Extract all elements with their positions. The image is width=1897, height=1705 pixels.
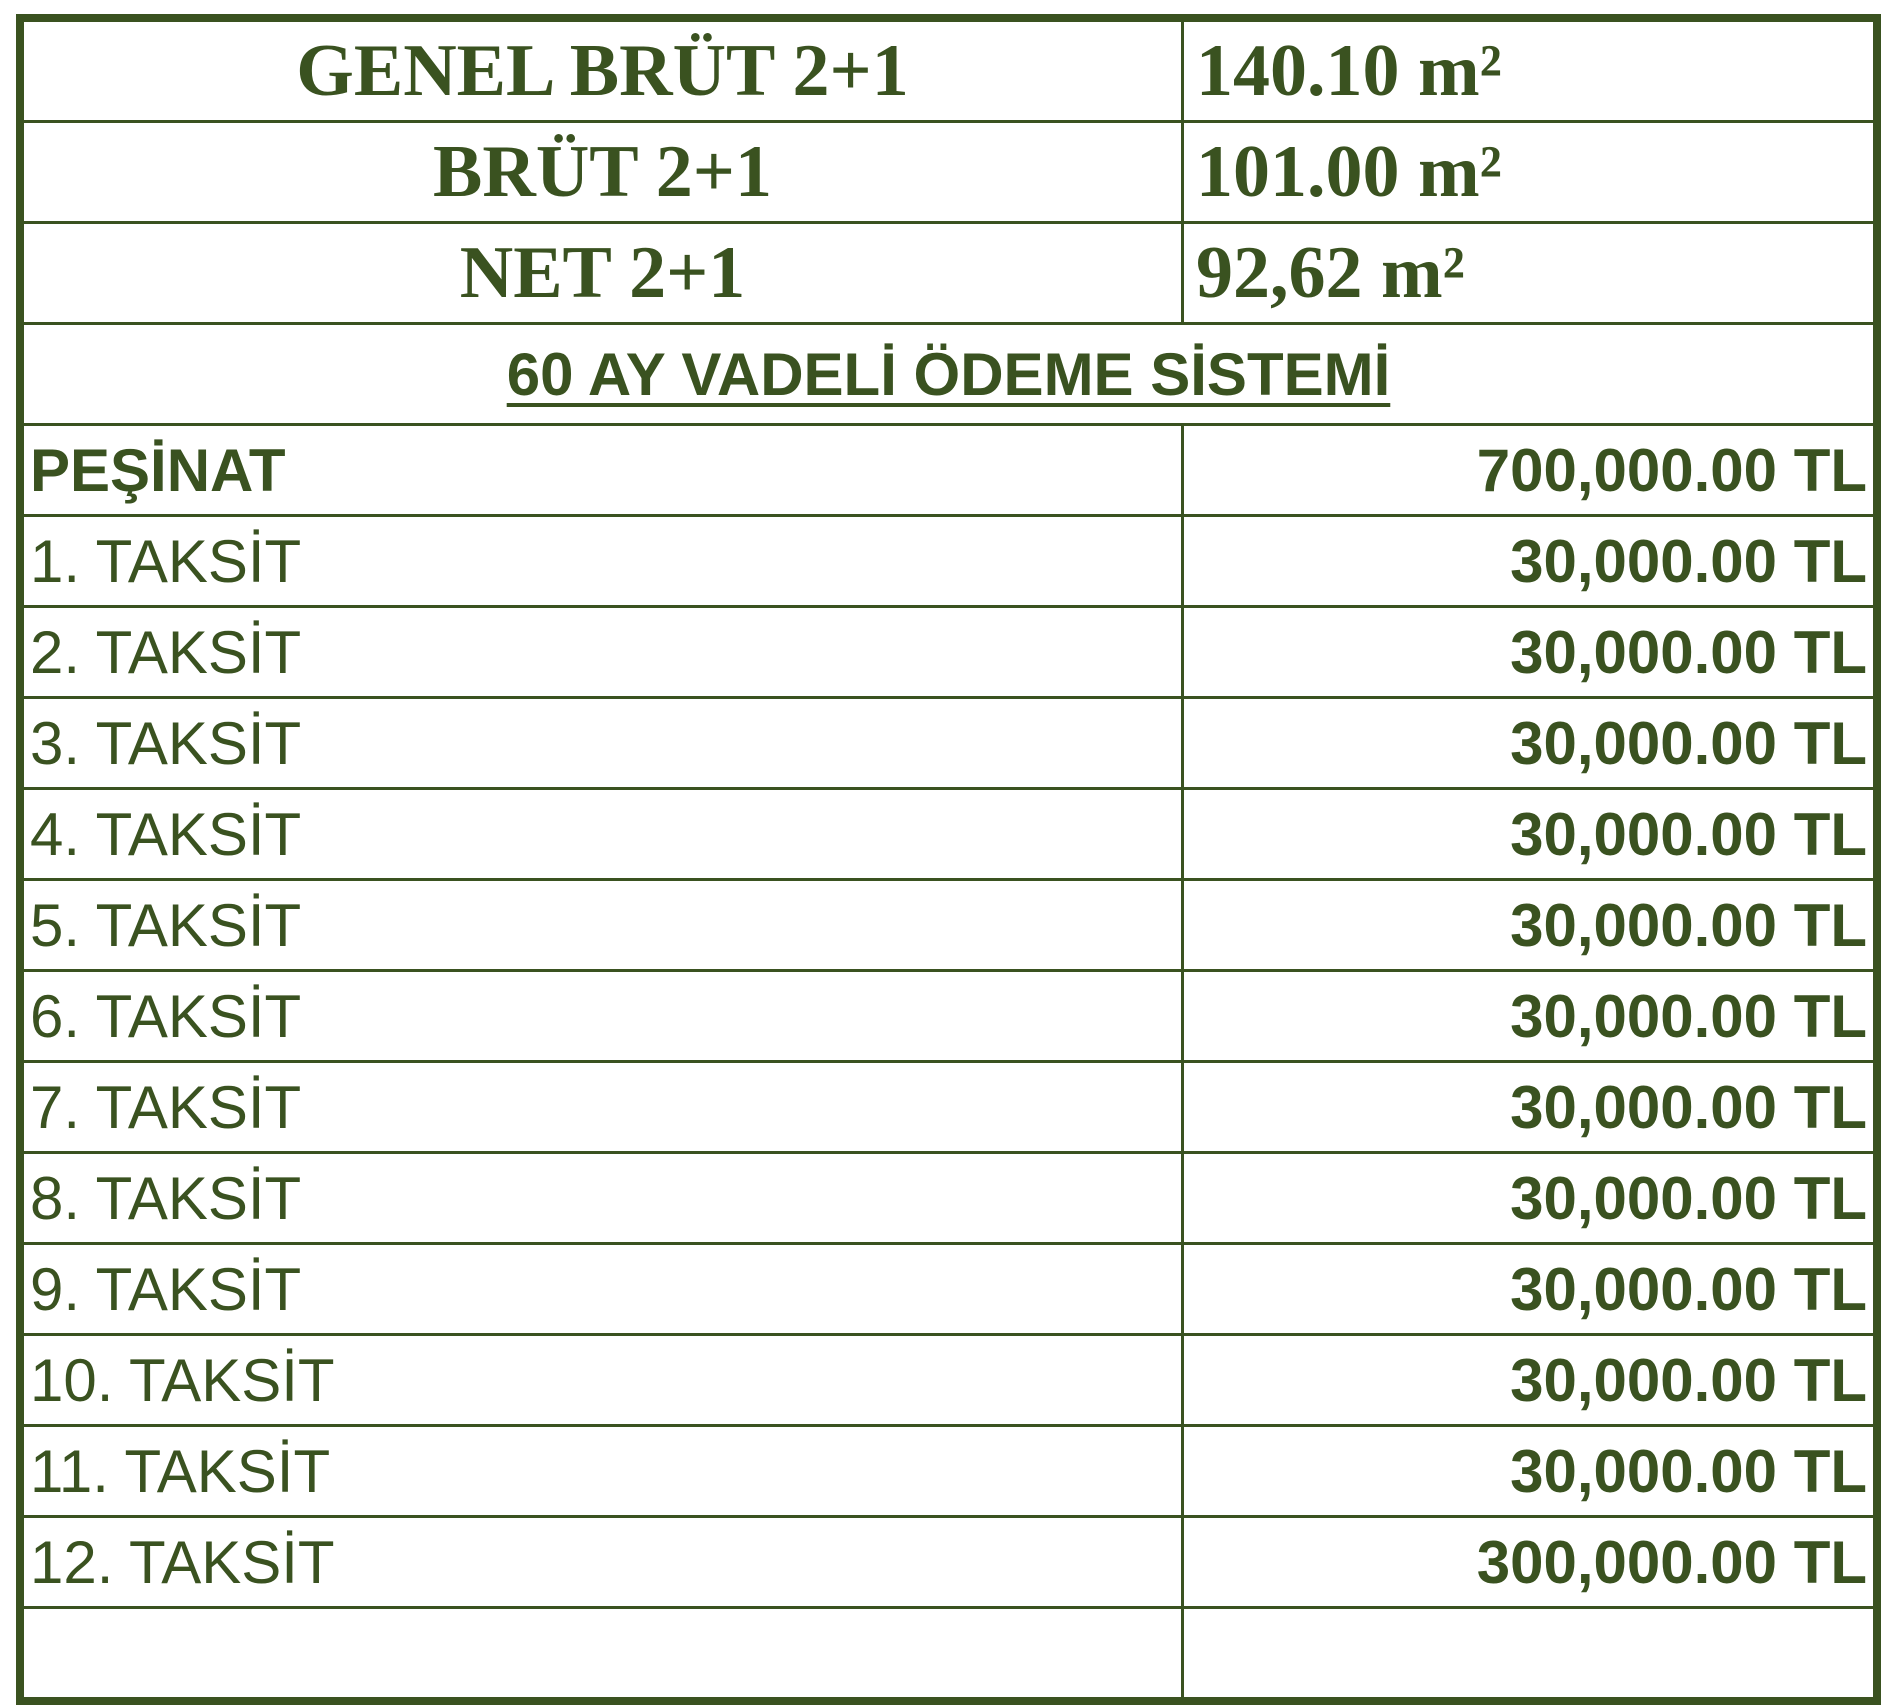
payment-plan-table — [21, 19, 1876, 1700]
payment-amount: 30,000.00 TL — [1183, 789, 1875, 880]
payment-amount: 700,000.00 TL — [1183, 425, 1875, 516]
payment-amount: 30,000.00 TL — [1183, 1153, 1875, 1244]
payment-amount: 30,000.00 TL — [1183, 1062, 1875, 1153]
payment-label: 2. TAKSİT — [23, 607, 1183, 698]
payment-label: 7. TAKSİT — [23, 1062, 1183, 1153]
payment-row — [23, 516, 1875, 607]
payment-row — [23, 607, 1875, 698]
payment-row — [23, 789, 1875, 880]
area-row-genel-brut — [23, 21, 1875, 122]
payment-label — [23, 1608, 1183, 1699]
payment-label: 9. TAKSİT — [23, 1244, 1183, 1335]
area-label: BRÜT 2+1 — [23, 122, 1183, 223]
area-row-net — [23, 223, 1875, 324]
plan-title-row — [23, 324, 1875, 425]
payment-row — [23, 1153, 1875, 1244]
payment-row-down-payment — [23, 425, 1875, 516]
payment-label: 1. TAKSİT — [23, 516, 1183, 607]
payment-amount: 30,000.00 TL — [1183, 1335, 1875, 1426]
payment-row — [23, 1244, 1875, 1335]
payment-amount — [1183, 1608, 1875, 1699]
payment-row — [23, 1062, 1875, 1153]
payment-label: 4. TAKSİT — [23, 789, 1183, 880]
payment-row — [23, 1426, 1875, 1517]
payment-amount: 30,000.00 TL — [1183, 607, 1875, 698]
area-value: 140.10 m² — [1183, 21, 1875, 122]
payment-label: 11. TAKSİT — [23, 1426, 1183, 1517]
payment-label: 12. TAKSİT — [23, 1517, 1183, 1608]
payment-amount: 300,000.00 TL — [1183, 1517, 1875, 1608]
payment-amount: 30,000.00 TL — [1183, 698, 1875, 789]
payment-plan-sheet — [16, 14, 1881, 1705]
payment-row — [23, 1517, 1875, 1608]
payment-amount: 30,000.00 TL — [1183, 1426, 1875, 1517]
payment-label: 10. TAKSİT — [23, 1335, 1183, 1426]
payment-label: 3. TAKSİT — [23, 698, 1183, 789]
payment-row — [23, 971, 1875, 1062]
payment-label: 6. TAKSİT — [23, 971, 1183, 1062]
area-label: NET 2+1 — [23, 223, 1183, 324]
payment-label: PEŞİNAT — [23, 425, 1183, 516]
area-value: 101.00 m² — [1183, 122, 1875, 223]
payment-row-final — [23, 1608, 1875, 1699]
area-value: 92,62 m² — [1183, 223, 1875, 324]
payment-amount: 30,000.00 TL — [1183, 880, 1875, 971]
payment-row — [23, 698, 1875, 789]
area-label: GENEL BRÜT 2+1 — [23, 21, 1183, 122]
payment-row — [23, 1335, 1875, 1426]
payment-row — [23, 880, 1875, 971]
payment-amount: 30,000.00 TL — [1183, 1244, 1875, 1335]
area-row-brut — [23, 122, 1875, 223]
payment-amount: 30,000.00 TL — [1183, 971, 1875, 1062]
payment-amount: 30,000.00 TL — [1183, 516, 1875, 607]
payment-label: 8. TAKSİT — [23, 1153, 1183, 1244]
payment-label: 5. TAKSİT — [23, 880, 1183, 971]
plan-title: 60 AY VADELİ ÖDEME SİSTEMİ — [23, 324, 1875, 425]
